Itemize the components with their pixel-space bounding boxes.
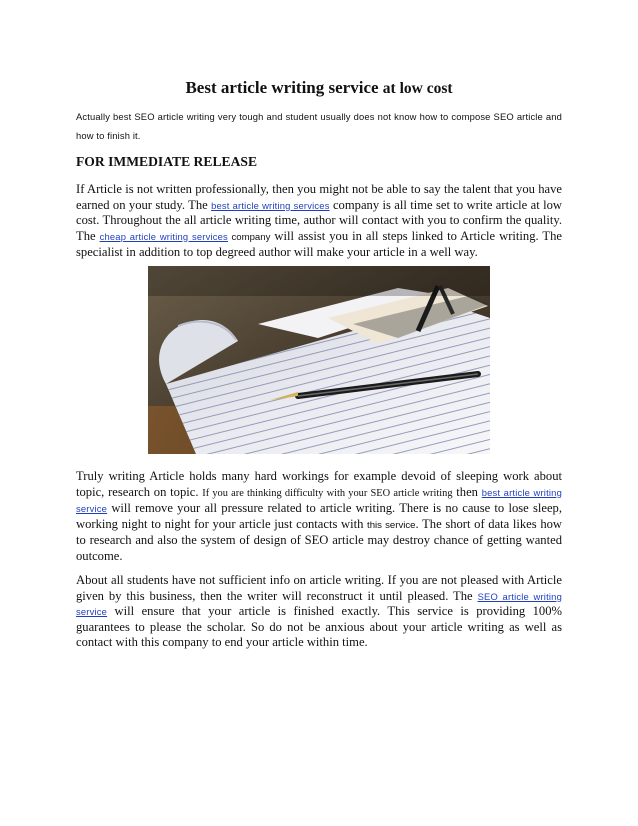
intro-paragraph: Actually best SEO article writing very tough and student usually does not know how to compose SEO article and how to finish it. [76,111,562,141]
document-title [0,78,638,99]
p2-text-2: If you are thinking difficulty with your SEO article writing [202,487,453,499]
title-main: Best article writing service [185,78,379,97]
p1-text-3: company [227,231,271,243]
notebook-pen-photo [148,266,490,454]
p1-text-4: will assist you in all steps linked to Article writing. The specialist in addition to top degreed author will make your article in a well way. [76,228,563,259]
p2-text-1: Truly writing Article holds many hard workings for example devoid of sleeping work about topic, research on topic. [76,469,562,499]
p1-text-2: company is all time set to write article at low cost. Throughout the all article writing time, author will contact with you to confirm the quality. The [76,197,562,243]
p2-text-5: this service [367,519,416,531]
paragraph-2 [76,469,562,564]
p2-text-3: then [452,484,482,499]
p3-text-1: About all students have not sufficient info on article writing. If you are not pleased with Article given by this business, then the writer will reconstruct it until pleased. The [76,573,562,603]
p1-text-1: If Article is not written professionally, then you might not be able to say the talent that you have earned on your study. The [76,182,562,212]
p2-text-4: will remove your all pressure related to article writing. There is no cause to lose sleep, working night to night for your article just contacts with [76,501,562,531]
link-best-article-writing-services[interactable]: best article writing services [211,199,330,211]
link-best-article-writing-service[interactable]: best article writing service [76,486,562,514]
title-suffix: at low cost [382,80,453,97]
paragraph-3 [76,573,562,651]
link-seo-article-writing-service[interactable]: SEO article writing service [76,590,563,617]
p3-text-2: will ensure that your article is finished exactly. This service is providing 100% guarantees to please the scholar. So do not be anxious about your article writing as well as contact with this company to end your article within time. [76,604,562,649]
link-cheap-article-writing-services[interactable]: cheap article writing services [99,230,228,242]
paragraph-1 [76,182,562,261]
p2-text-6: . The short of data likes how to research and also the system of design of SEO article may destroy chance of getting wanted outcome. [76,516,563,563]
section-heading: FOR IMMEDIATE RELEASE [76,154,258,169]
